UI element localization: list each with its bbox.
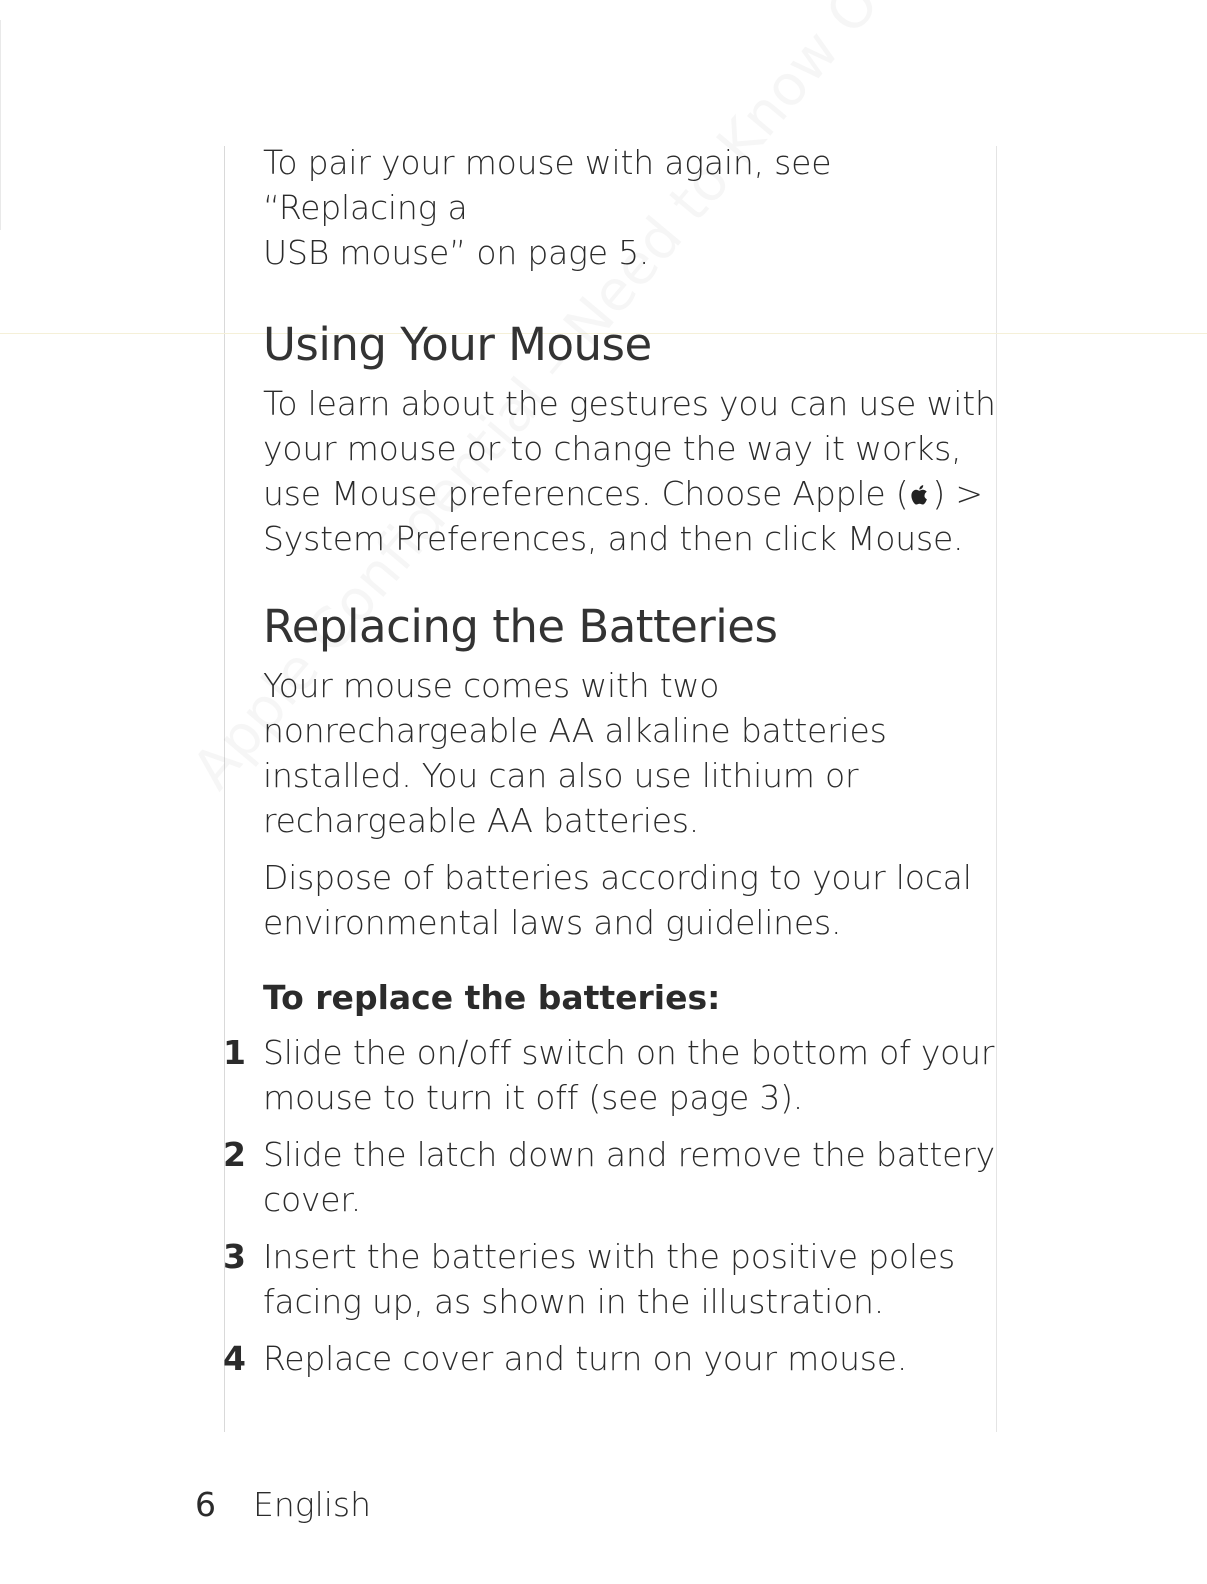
intro-paragraph	[263, 140, 1003, 275]
step-text: Slide the latch down and remove the battery cover.	[263, 1135, 995, 1219]
step-text: Slide the on/off switch on the bottom of your mouse to turn it off (see page 3).	[263, 1033, 995, 1117]
list-item	[223, 1336, 1003, 1381]
page-footer	[195, 1482, 371, 1527]
steps-list	[223, 1030, 1003, 1381]
list-item	[223, 1030, 1003, 1120]
intro-line-2: USB mouse” on page 5.	[263, 233, 650, 272]
intro-line-1: To pair your mouse with again, see “Replacing a	[263, 143, 832, 227]
using-mouse-paragraph	[263, 381, 1003, 561]
step-number: 1	[223, 1033, 246, 1072]
step-text: Insert the batteries with the positive poles facing up, as shown in the illustration.	[263, 1237, 955, 1321]
page-number: 6	[195, 1485, 216, 1524]
heading-using-your-mouse: Using Your Mouse	[263, 318, 652, 371]
page-content	[223, 140, 1003, 1393]
scan-edge	[0, 20, 1, 230]
step-number: 4	[223, 1339, 246, 1378]
replace-batteries-subheading: To replace the batteries:	[263, 978, 721, 1017]
heading-replacing-the-batteries: Replacing the Batteries	[263, 600, 778, 653]
using-mouse-text-end: ) > System Preferences, and then click Mouse.	[263, 474, 983, 558]
step-text: Replace cover and turn on your mouse.	[263, 1339, 908, 1378]
batteries-paragraph-1: Your mouse comes with two nonrechargeable AA alkaline batteries installed. You can also use lithium or rechargeable AA batteries.	[263, 666, 887, 840]
step-number: 3	[223, 1237, 246, 1276]
step-number: 2	[223, 1135, 246, 1174]
list-item	[223, 1132, 1003, 1222]
footer-language: English	[253, 1485, 372, 1524]
batteries-paragraph-2: Dispose of batteries according to your local environmental laws and guidelines.	[263, 858, 972, 942]
list-item	[223, 1234, 1003, 1324]
using-mouse-text-start: To learn about the gestures you can use with your mouse or to change the way it works, use Mouse preferences. Choose Apple (	[263, 384, 996, 513]
apple-logo-icon	[908, 482, 932, 508]
